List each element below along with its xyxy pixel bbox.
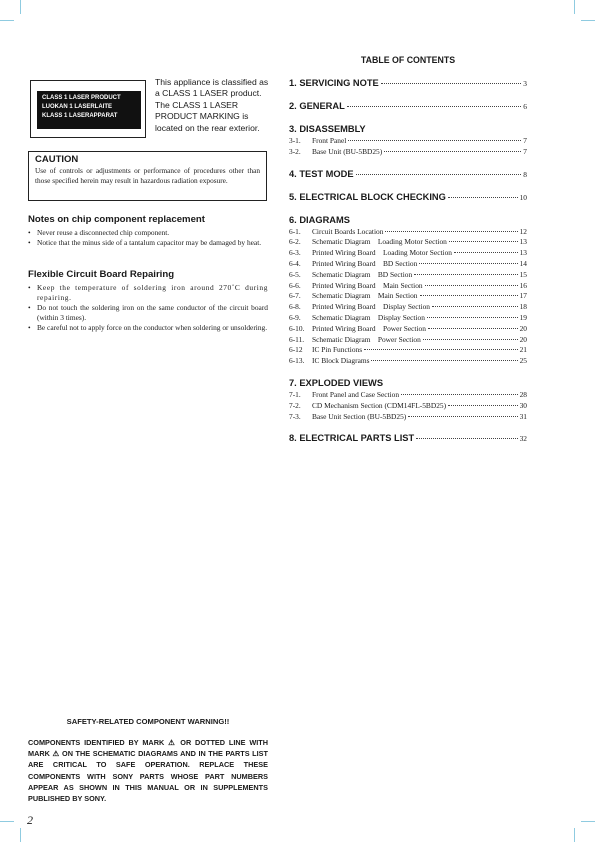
toc-entry-label: Schematic Diagram BD Section [312, 269, 413, 279]
toc-entry-number: 6-5. [289, 269, 301, 279]
caution-text: Use of controls or adjustments or performance of procedures other than those specified herein may result in hazardous radiation exposure. [35, 166, 260, 185]
toc-entry[interactable] [289, 270, 527, 281]
toc-entry-label: Schematic Diagram Loading Motor Section [312, 237, 447, 247]
toc-entry-label: Schematic Diagram Display Section [312, 312, 425, 322]
list-item: • Be careful not to apply force on the conductor when soldering or unsoldering. [28, 323, 268, 333]
list-item: • Never reuse a disconnected chip component. [28, 228, 268, 238]
crop-mark-top-right [581, 20, 595, 21]
toc-page-number: 13 [519, 248, 527, 258]
toc-leader-dots [348, 140, 521, 141]
toc-entry-number: 6-11. [289, 334, 305, 344]
toc-heading-label: 2. GENERAL [289, 101, 345, 111]
toc-leader-dots [427, 317, 518, 318]
toc-heading[interactable] [289, 191, 527, 204]
laser-label-line: CLASS 1 LASER PRODUCT [42, 95, 121, 101]
toc-entry-label: CD Mechanism Section (CDM14FL-5BD25) [312, 400, 447, 410]
toc-heading[interactable] [289, 100, 527, 113]
page-number: 2 [27, 813, 33, 827]
toc-entry-label: Base Unit Section (BU-5BD25) [312, 411, 407, 421]
toc-section [289, 377, 527, 422]
toc-page-number: 13 [519, 237, 527, 247]
toc-leader-dots [385, 231, 517, 232]
toc-page-number: 16 [519, 280, 527, 290]
laser-class-label [30, 80, 146, 138]
crop-mark-bottom-left [0, 821, 14, 822]
toc-leader-dots [420, 295, 518, 296]
toc-entry-number: 6-13. [289, 356, 305, 366]
toc-page-number: 15 [519, 269, 527, 279]
toc-leader-dots [408, 416, 517, 417]
toc-entry[interactable] [289, 291, 527, 302]
crop-mark-top-right [574, 0, 575, 14]
toc-section [289, 214, 527, 367]
toc-page-number: 7 [523, 136, 527, 145]
toc-section [289, 100, 527, 113]
toc-entry-number: 6-7. [289, 291, 301, 301]
toc-heading-label: 8. ELECTRICAL PARTS LIST [289, 433, 415, 444]
toc-leader-dots [384, 151, 521, 152]
toc-entry-number: 6-1. [289, 226, 301, 236]
toc-entry[interactable] [289, 248, 527, 259]
toc-heading-label: 5. ELECTRICAL BLOCK CHECKING [289, 191, 446, 202]
toc-leader-dots [448, 405, 518, 406]
toc-page-number: 19 [519, 312, 527, 322]
toc-leader-dots [425, 285, 518, 286]
list-item: • Do not touch the soldering iron on the same conductor of the circuit board (within 3 times). [28, 303, 268, 323]
toc-heading[interactable] [289, 377, 527, 390]
toc-entry[interactable] [289, 147, 527, 158]
toc-heading-label: 6. DIAGRAMS [289, 214, 350, 225]
toc-entry[interactable] [289, 313, 527, 324]
toc-page-number: 10 [519, 192, 527, 202]
toc-entry[interactable] [289, 136, 527, 147]
toc-leader-dots [401, 394, 518, 395]
toc-heading-label: 1. SERVICING NOTE [289, 78, 379, 88]
toc-entry-number: 6-4. [289, 258, 301, 268]
toc-heading[interactable] [289, 432, 527, 445]
toc-entry[interactable] [289, 335, 527, 346]
toc-entry[interactable] [289, 302, 527, 313]
toc-entry-label: Printed Wiring Board Power Section [312, 323, 426, 333]
toc-leader-dots [428, 328, 518, 329]
toc-entry-label: Front Panel and Case Section [312, 389, 400, 399]
toc-entry-number: 6-6. [289, 280, 301, 290]
toc-entry-label: Base Unit (BU-5BD25) [312, 146, 383, 156]
toc-leader-dots [432, 306, 518, 307]
toc-title: TABLE OF CONTENTS [360, 55, 456, 65]
toc-entry-number: 7-2. [289, 400, 301, 410]
toc-leader-dots [449, 241, 518, 242]
toc-entry-label: Printed Wiring Board Display Section [312, 302, 431, 312]
caution-box [28, 151, 267, 201]
toc-entry-number: 3-2. [289, 146, 301, 156]
toc-entry-number: 6-9. [289, 312, 301, 322]
toc-heading-label: 3. DISASSEMBLY [289, 124, 366, 134]
list-item: • Keep the temperature of soldering iron around 270˚C during repairing. [28, 283, 268, 303]
toc-leader-dots [423, 339, 518, 340]
list-item: • Notice that the minus side of a tantalum capacitor may be damaged by heat. [28, 238, 268, 248]
toc-page-number: 8 [523, 169, 527, 179]
toc-page-number: 18 [519, 302, 527, 312]
toc-entry-label: Schematic Diagram Main Section [312, 291, 418, 301]
toc-page-number: 21 [519, 345, 527, 355]
crop-mark-top-left [20, 0, 21, 14]
caution-title: CAUTION [35, 154, 79, 165]
toc-entry-label: Printed Wiring Board BD Section [312, 258, 418, 268]
toc-entry-label: Printed Wiring Board Main Section [312, 280, 423, 290]
toc-page-number: 30 [519, 400, 527, 410]
toc-entry[interactable] [289, 281, 527, 292]
toc-entry-label: Printed Wiring Board Loading Motor Section [312, 248, 452, 258]
toc-page-number: 20 [519, 334, 527, 344]
toc-page-number: 7 [523, 146, 527, 156]
chip-notes-list [28, 228, 268, 248]
toc-leader-dots [371, 360, 517, 361]
toc-entry-label: IC Pin Functions [312, 345, 363, 355]
toc-entry-number: 6-3. [289, 248, 301, 258]
toc-entry-number: 7-3. [289, 411, 301, 421]
toc-page-number: 6 [523, 102, 527, 111]
toc-entry[interactable] [289, 390, 527, 401]
toc-entry-number: 7-1. [289, 389, 301, 399]
toc-leader-dots [381, 83, 522, 84]
toc-entry[interactable] [289, 401, 527, 412]
toc-entry-label: Front Panel [312, 136, 347, 145]
toc-heading[interactable] [289, 214, 527, 227]
toc-entry-number: 6-2. [289, 237, 301, 247]
toc-entry-number: 3-1. [289, 136, 301, 145]
chip-notes-title: Notes on chip component replacement [28, 214, 205, 225]
toc-leader-dots [448, 197, 518, 198]
toc-leader-dots [347, 106, 522, 107]
flex-board-list [28, 283, 268, 333]
toc-page-number: 31 [519, 411, 527, 421]
toc-leader-dots [364, 349, 518, 350]
laser-label-line: KLASS 1 LASERAPPARAT [42, 113, 118, 119]
toc-page-number: 32 [519, 434, 527, 444]
toc-entry[interactable] [289, 227, 527, 238]
toc-entry-label: Schematic Diagram Power Section [312, 334, 421, 344]
toc-entry-number: 6-8. [289, 302, 301, 312]
laser-note: This appliance is classified as a CLASS 1 LASER product. The CLASS 1 LASER PRODUCT MARKING is located on the rear exterior. [155, 77, 269, 133]
toc-entry[interactable] [289, 412, 527, 423]
toc-entry[interactable] [289, 324, 527, 335]
safety-warning-title: SAFETY-RELATED COMPONENT WARNING!! [66, 717, 230, 726]
toc-page-number: 25 [519, 356, 527, 366]
toc-heading[interactable] [289, 123, 527, 136]
toc-page-number: 17 [519, 291, 527, 301]
toc-entry[interactable] [289, 259, 527, 270]
toc-section [289, 77, 527, 90]
toc-entry-number: 6-10. [289, 323, 305, 333]
toc-heading-label: 4. TEST MODE [289, 168, 354, 179]
toc-section [289, 432, 527, 445]
laser-label-line: LUOKAN 1 LASERLAITE [42, 104, 113, 110]
toc-entry-number: 6-12 [289, 345, 303, 355]
toc-page-number: 20 [519, 323, 527, 333]
laser-label-plate [37, 91, 141, 129]
toc-leader-dots [414, 274, 517, 275]
toc-leader-dots [356, 174, 522, 175]
toc-page-number: 28 [519, 389, 527, 399]
toc-entry-label: Circuit Boards Location [312, 226, 384, 236]
toc-section [289, 123, 527, 158]
crop-mark-bottom-left [20, 828, 21, 842]
crop-mark-bottom-right [581, 821, 595, 822]
toc-section [289, 191, 527, 204]
toc-entry[interactable] [289, 345, 527, 356]
toc-heading[interactable] [289, 168, 527, 181]
toc-leader-dots [419, 263, 517, 264]
toc-entry-label: IC Block Diagrams [312, 356, 370, 366]
toc-page-number: 14 [519, 258, 527, 268]
flex-board-title: Flexible Circuit Board Repairing [28, 269, 175, 280]
toc-leader-dots [416, 438, 517, 439]
toc-heading-label: 7. EXPLODED VIEWS [289, 377, 384, 388]
safety-warning-body: COMPONENTS IDENTIFIED BY MARK ⚠ OR DOTTED LINE WITH MARK ⚠ ON THE SCHEMATIC DIAGRAMS AND IN THE PARTS LIST ARE CRITICAL TO SAFE OPERATION. REPLACE THESE COMPONENTS WITH SONY PARTS WHOSE PART NUMBERS APPEAR AS SHOWN IN THIS MANUAL OR IN SUPPLEMENTS PUBLISHED BY SONY. [28, 738, 268, 804]
crop-mark-bottom-right [574, 828, 575, 842]
toc-leader-dots [454, 252, 518, 253]
table-of-contents [289, 77, 527, 455]
toc-page-number: 12 [519, 226, 527, 236]
toc-heading[interactable] [289, 77, 527, 90]
toc-section [289, 168, 527, 181]
toc-entry[interactable] [289, 237, 527, 248]
toc-page-number: 3 [523, 79, 527, 88]
toc-entry[interactable] [289, 356, 527, 367]
crop-mark-top-left [0, 20, 14, 21]
